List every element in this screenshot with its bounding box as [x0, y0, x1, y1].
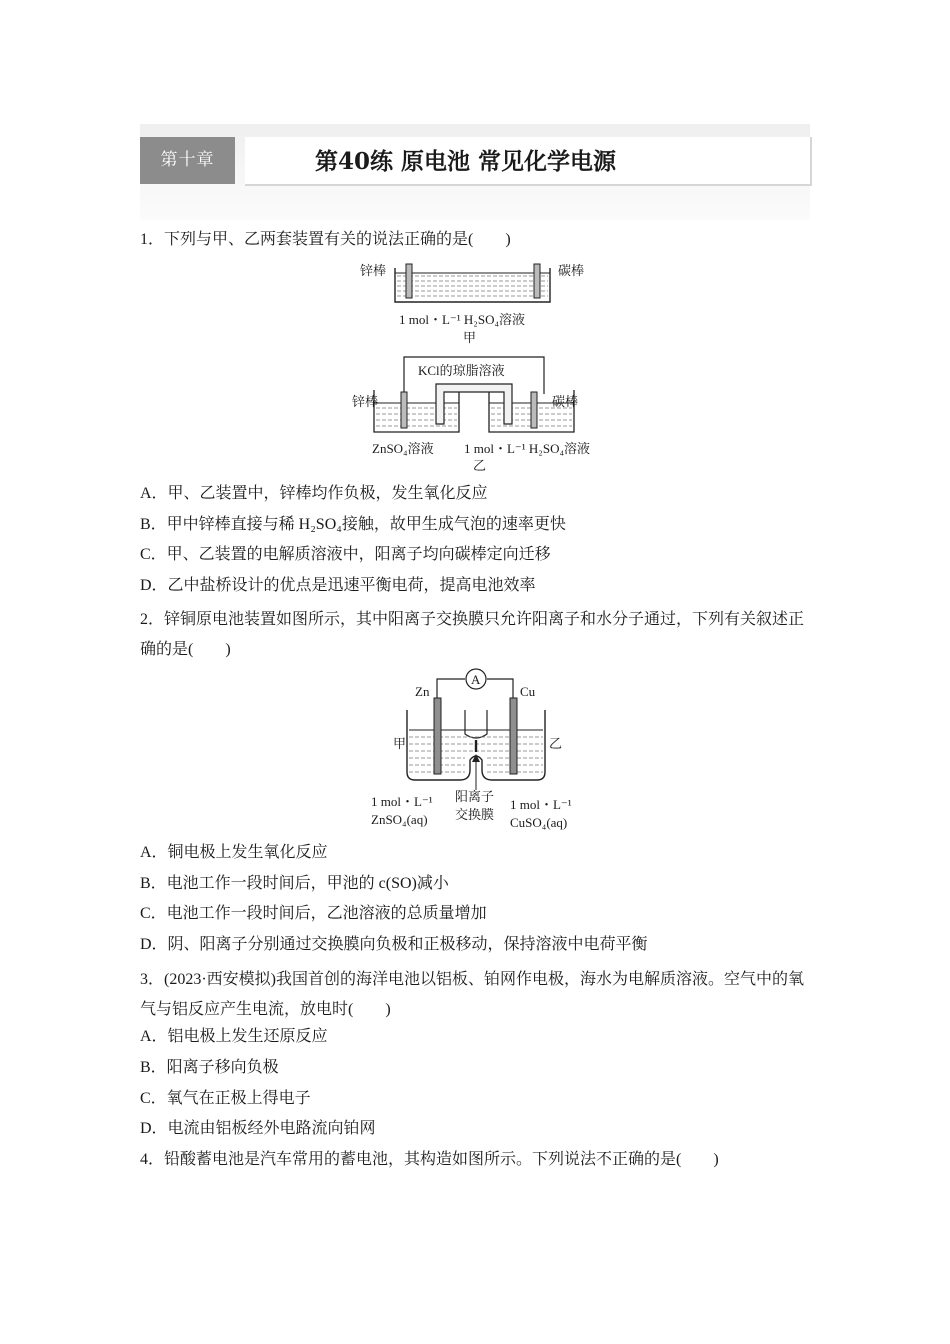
- yi-caption: 乙: [473, 458, 487, 473]
- question-2-option-c: C．电池工作一段时间后，乙池溶液的总质量增加: [140, 905, 487, 922]
- question-3-option-a: A．铝电极上发生还原反应: [140, 1028, 328, 1045]
- question-2-option-d: D．阴、阳离子分别通过交换膜向负极和正极移动，保持溶液中电荷平衡: [140, 936, 648, 953]
- carbon-rod-label: 碳棒: [558, 263, 585, 278]
- jia-cell-label: 甲: [393, 736, 407, 751]
- jia-solution-label: 1 mol・L⁻¹ H₂SO₄溶液: [399, 312, 525, 327]
- cu-electrode-label: Cu: [520, 684, 536, 699]
- question-1-option-c: C．甲、乙装置的电解质溶液中，阳离子均向碳棒定向迁移: [140, 546, 551, 563]
- ammeter-label: A: [471, 672, 481, 687]
- question-3-option-d: D．电流由铝板经外电路流向铂网: [140, 1120, 376, 1137]
- question-3-stem: 3．(2023·西安模拟)我国首创的海洋电池以铝板、铂网作电极，海水为电解质溶液。空气中的氧气与铝反应产生电流，放电时( ): [140, 971, 804, 1018]
- title-box: [245, 137, 812, 186]
- question-2-option-a: A．铜电极上发生氧化反应: [140, 844, 328, 861]
- yi-right-solution-label: 1 mol・L⁻¹ H₂SO₄溶液: [464, 441, 590, 456]
- right-concentration-label: 1 mol・L⁻¹: [510, 797, 572, 812]
- left-solution-label: ZnSO₄(aq): [371, 812, 428, 827]
- question-3-option-b: B．阳离子移向负极: [140, 1059, 279, 1076]
- left-concentration-label: 1 mol・L⁻¹: [371, 794, 433, 809]
- figure-zn-cu-cell: [365, 664, 585, 832]
- question-3-option-c: C．氧气在正极上得电子: [140, 1090, 311, 1107]
- yi-left-solution-label: ZnSO₄溶液: [372, 441, 434, 456]
- zn-electrode-label: Zn: [415, 684, 430, 699]
- chapter-tab: 第十章: [140, 137, 235, 184]
- question-1-stem: 1．下列与甲、乙两套装置有关的说法正确的是( ): [140, 231, 511, 248]
- question-2-stem: 2．锌铜原电池装置如图所示，其中阳离子交换膜只允许阳离子和水分子通过，下列有关叙述正确的是( ): [140, 611, 805, 658]
- right-solution-label: CuSO₄(aq): [510, 815, 568, 830]
- salt-bridge-label: KCl的琼脂溶液: [418, 363, 505, 378]
- question-1-option-b: B．甲中锌棒直接与稀 H₂SO₄接触，故甲生成气泡的速率更快: [140, 516, 566, 533]
- yi-carbon-rod-label: 碳棒: [552, 394, 579, 409]
- question-1-option-d: D．乙中盐桥设计的优点是迅速平衡电荷，提高电池效率: [140, 577, 536, 594]
- yi-zinc-rod-label: 锌棒: [352, 394, 379, 409]
- figure-yi-apparatus: [344, 352, 606, 474]
- question-4-stem: 4．铅酸蓄电池是汽车常用的蓄电池，其构造如图所示。下列说法不正确的是( ): [140, 1151, 719, 1168]
- page-title: 第40练 原电池 常见化学电源: [315, 148, 617, 175]
- question-1-option-a: A．甲、乙装置中，锌棒均作负极，发生氧化反应: [140, 485, 488, 502]
- membrane-label-line2: 交换膜: [455, 807, 495, 822]
- jia-caption: 甲: [463, 330, 477, 345]
- yi-cell-label: 乙: [549, 736, 563, 751]
- figure-jia-apparatus: [355, 258, 605, 350]
- question-2-option-b: B．电池工作一段时间后，甲池的 c(SO)减小: [140, 875, 449, 892]
- membrane-label-line1: 阳离子: [455, 789, 495, 804]
- zinc-rod-label: 锌棒: [360, 263, 387, 278]
